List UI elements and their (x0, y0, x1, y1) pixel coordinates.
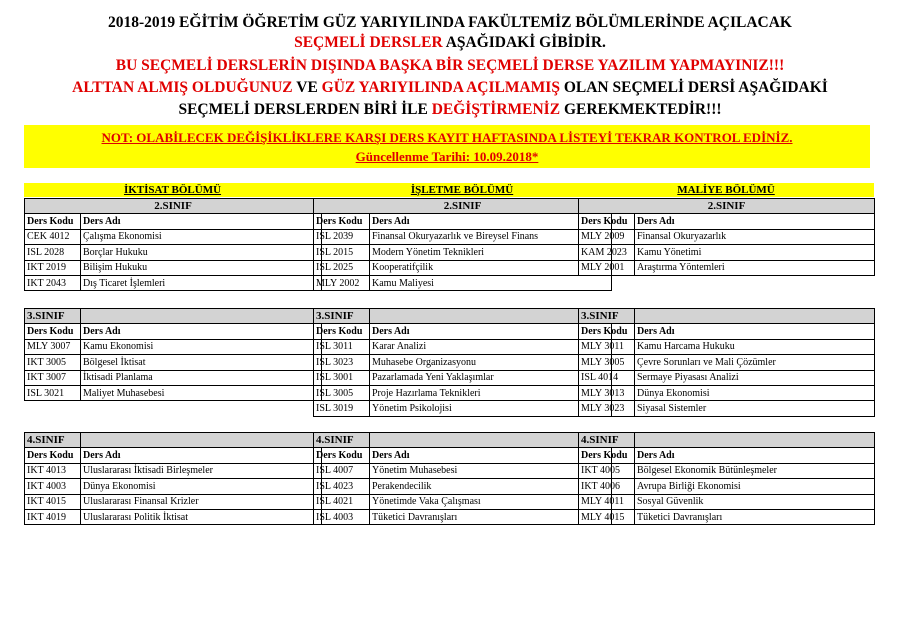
header-text: AŞAĞIDAKİ GİBİDİR. (442, 34, 606, 51)
header-red-text: SEÇMELİ DERSLER (294, 34, 443, 51)
column-header-name: Ders Adı (81, 448, 322, 463)
course-code: MLY 2001 (579, 260, 635, 275)
table-row (579, 479, 875, 494)
course-code: ISL 3021 (25, 385, 81, 400)
header-text: VE (292, 79, 322, 96)
course-code: ISL 2025 (314, 260, 370, 275)
table-row (314, 401, 612, 416)
course-code: MLY 3013 (579, 385, 635, 400)
table-row (25, 245, 322, 260)
table-row (25, 339, 322, 354)
course-name: Yönetim Psikolojisi (370, 401, 612, 416)
course-name: Dünya Ekonomisi (635, 385, 875, 400)
table-row (579, 370, 875, 385)
table-row (25, 479, 322, 494)
course-code: CEK 4012 (25, 229, 81, 244)
course-code: ISL 4014 (579, 370, 635, 385)
grade-label: 3.SINIF (25, 309, 81, 324)
course-name: Siyasal Sistemler (635, 401, 875, 416)
course-code: IKT 4019 (25, 509, 81, 524)
course-name: Uluslararası Politik İktisat (81, 509, 322, 524)
table-row (579, 245, 875, 260)
course-name: Bölgesel İktisat (81, 355, 322, 370)
table-row (25, 509, 322, 524)
header-line-4 (0, 78, 900, 98)
column-header-name: Ders Adı (370, 324, 612, 339)
department-title-0 (24, 183, 321, 197)
header-text: GEREKMEKTEDİR!!! (560, 101, 722, 118)
table-row (314, 355, 612, 370)
course-code: MLY 4011 (579, 494, 635, 509)
course-name: Tüketici Davranışları (635, 509, 875, 524)
header-text: SEÇMELİ DERSLERDEN BİRİ İLE (178, 101, 432, 118)
course-name: Araştırma Yöntemleri (635, 260, 875, 275)
course-name: Tüketici Davranışları (370, 509, 612, 524)
course-code: IKT 3007 (25, 370, 81, 385)
grade-table (24, 198, 322, 291)
course-name: Finansal Okuryazarlık ve Bireysel Finans (370, 229, 612, 244)
table-row (314, 463, 612, 478)
course-code: IKT 4015 (25, 494, 81, 509)
grade-label-fill (370, 433, 612, 448)
table-row (579, 260, 875, 275)
course-code: ISL 4023 (314, 479, 370, 494)
grade-table (313, 198, 612, 291)
grade-label-fill (81, 309, 322, 324)
grade-label: 4.SINIF (25, 433, 81, 448)
course-name: Muhasebe Organizasyonu (370, 355, 612, 370)
table-row (25, 355, 322, 370)
course-name: Yönetim Muhasebesi (370, 463, 612, 478)
course-name: Bilişim Hukuku (81, 260, 322, 275)
grade-label-fill (81, 433, 322, 448)
table-row (314, 229, 612, 244)
course-name: Sermaye Piyasası Analizi (635, 370, 875, 385)
course-code: ISL 4007 (314, 463, 370, 478)
course-code: MLY 3023 (579, 401, 635, 416)
column-header-name: Ders Adı (81, 324, 322, 339)
course-name: Dış Ticaret İşlemleri (81, 275, 322, 290)
column-header-name: Ders Adı (370, 448, 612, 463)
course-code: MLY 2009 (579, 229, 635, 244)
table-row (579, 401, 875, 416)
course-name: Borçlar Hukuku (81, 245, 322, 260)
department-title: MALİYE BÖLÜMÜ (578, 183, 874, 197)
course-code: ISL 4003 (314, 509, 370, 524)
course-name: Uluslararası İktisadi Birleşmeler (81, 463, 322, 478)
course-code: ISL 3023 (314, 355, 370, 370)
course-name: Bölgesel Ekonomik Bütünleşmeler (635, 463, 875, 478)
table-row (579, 355, 875, 370)
table-row (579, 229, 875, 244)
grade-label-fill (370, 309, 612, 324)
grade-label: 2.SINIF (579, 199, 875, 214)
table-row (25, 370, 322, 385)
department-title: İKTİSAT BÖLÜMÜ (24, 183, 321, 197)
course-code: MLY 2002 (314, 275, 370, 290)
course-name: İktisadi Planlama (81, 370, 322, 385)
column-header-code: Ders Kodu (25, 448, 81, 463)
table-row (314, 260, 612, 275)
grade-label-fill (635, 309, 875, 324)
column-header-code: Ders Kodu (314, 448, 370, 463)
table-row (25, 260, 322, 275)
column-header-name: Ders Adı (635, 448, 875, 463)
course-code: IKT 3005 (25, 355, 81, 370)
table-row (25, 463, 322, 478)
column-header-code: Ders Kodu (579, 448, 635, 463)
course-name: Kooperatifçilik (370, 260, 612, 275)
header-text: OLAN SEÇMELİ DERSİ AŞAĞIDAKİ (559, 79, 828, 96)
course-name: Perakendecilik (370, 479, 612, 494)
table-row (25, 229, 322, 244)
course-code: ISL 4021 (314, 494, 370, 509)
course-name: Kamu Yönetimi (635, 245, 875, 260)
course-name: Maliyet Muhasebesi (81, 385, 322, 400)
grade-table (313, 308, 612, 417)
header-red-text: ALTTAN ALMIŞ OLDUĞUNUZ (72, 79, 293, 96)
table-row (314, 494, 612, 509)
table-row (314, 385, 612, 400)
course-name: Çalışma Ekonomisi (81, 229, 322, 244)
table-row (314, 479, 612, 494)
course-code: IKT 2043 (25, 275, 81, 290)
update-date: Güncellenme Tarihi: 10.09.2018* (355, 149, 539, 164)
grade-label: 4.SINIF (314, 433, 370, 448)
course-name: Uluslararası Finansal Krizler (81, 494, 322, 509)
course-name: Pazarlamada Yeni Yaklaşımlar (370, 370, 612, 385)
course-code: ISL 2039 (314, 229, 370, 244)
column-header-name: Ders Adı (635, 324, 875, 339)
table-row (25, 494, 322, 509)
grade-table (578, 308, 875, 417)
course-code: IKT 4005 (579, 463, 635, 478)
table-row (579, 494, 875, 509)
table-row (314, 245, 612, 260)
column-header-code: Ders Kodu (25, 324, 81, 339)
table-row (579, 463, 875, 478)
course-name: Kamu Ekonomisi (81, 339, 322, 354)
table-row (25, 385, 322, 400)
header-red-text: DEĞİŞTİRMENİZ (431, 101, 561, 118)
course-code: IKT 4003 (25, 479, 81, 494)
department-title-1 (313, 183, 611, 197)
table-row (579, 509, 875, 524)
grade-label-fill (635, 433, 875, 448)
grade-label: 3.SINIF (579, 309, 635, 324)
course-name: Yönetimde Vaka Çalışması (370, 494, 612, 509)
course-code: MLY 4015 (579, 509, 635, 524)
course-code: KAM 2023 (579, 245, 635, 260)
header-line-2 (0, 33, 900, 53)
column-header-code: Ders Kodu (25, 214, 81, 229)
table-row (314, 339, 612, 354)
column-header-code: Ders Kodu (314, 324, 370, 339)
course-name: Modern Yönetim Teknikleri (370, 245, 612, 260)
course-code: ISL 3005 (314, 385, 370, 400)
course-name: Dünya Ekonomisi (81, 479, 322, 494)
course-code: ISL 3019 (314, 401, 370, 416)
note-box (24, 125, 870, 168)
header-line-5 (0, 100, 900, 120)
course-name: Karar Analizi (370, 339, 612, 354)
header-line-1: 2018-2019 EĞİTİM ÖĞRETİM GÜZ YARIYILINDA FAKÜLTEMİZ BÖLÜMLERİNDE AÇILACAK (108, 14, 792, 31)
note-text: NOT: OLABİLECEK DEĞİŞİKLİKLERE KARŞI DERS KAYIT HAFTASINDA LİSTEYİ TEKRAR KONTROL EDİNİZ. (101, 130, 793, 145)
course-name: Avrupa Birliği Ekonomisi (635, 479, 875, 494)
grade-table (24, 308, 322, 401)
course-name: Kamu Harcama Hukuku (635, 339, 875, 354)
grade-label: 3.SINIF (314, 309, 370, 324)
course-name: Sosyal Güvenlik (635, 494, 875, 509)
course-code: MLY 3005 (579, 355, 635, 370)
table-row (579, 339, 875, 354)
header-red-text: GÜZ YARIYILINDA AÇILMAMIŞ (321, 79, 560, 96)
grade-table (578, 432, 875, 525)
course-code: MLY 3007 (25, 339, 81, 354)
column-header-code: Ders Kodu (579, 324, 635, 339)
grade-table (313, 432, 612, 525)
course-name: Proje Hazırlama Teknikleri (370, 385, 612, 400)
header-line-3: BU SEÇMELİ DERSLERİN DIŞINDA BAŞKA BİR SEÇMELİ DERSE YAZILIM YAPMAYINIZ!!! (115, 57, 785, 74)
course-code: IKT 2019 (25, 260, 81, 275)
table-row (579, 385, 875, 400)
grade-label: 2.SINIF (25, 199, 322, 214)
department-title-2 (578, 183, 874, 197)
course-code: IKT 4006 (579, 479, 635, 494)
course-name: Finansal Okuryazarlık (635, 229, 875, 244)
column-header-code: Ders Kodu (314, 214, 370, 229)
course-code: ISL 2015 (314, 245, 370, 260)
column-header-name: Ders Adı (81, 214, 322, 229)
course-code: MLY 3011 (579, 339, 635, 354)
column-header-name: Ders Adı (370, 214, 612, 229)
table-row (314, 509, 612, 524)
table-row (314, 370, 612, 385)
course-name: Kamu Maliyesi (370, 275, 612, 290)
grade-label: 4.SINIF (579, 433, 635, 448)
course-code: ISL 3011 (314, 339, 370, 354)
course-code: ISL 3001 (314, 370, 370, 385)
grade-label: 2.SINIF (314, 199, 612, 214)
table-row (314, 275, 612, 290)
department-title: İŞLETME BÖLÜMÜ (313, 183, 611, 197)
column-header-code: Ders Kodu (579, 214, 635, 229)
course-code: IKT 4013 (25, 463, 81, 478)
table-row (25, 275, 322, 290)
column-header-name: Ders Adı (635, 214, 875, 229)
grade-table (24, 432, 322, 525)
grade-table (578, 198, 875, 276)
course-code: ISL 2028 (25, 245, 81, 260)
course-name: Çevre Sorunları ve Mali Çözümler (635, 355, 875, 370)
